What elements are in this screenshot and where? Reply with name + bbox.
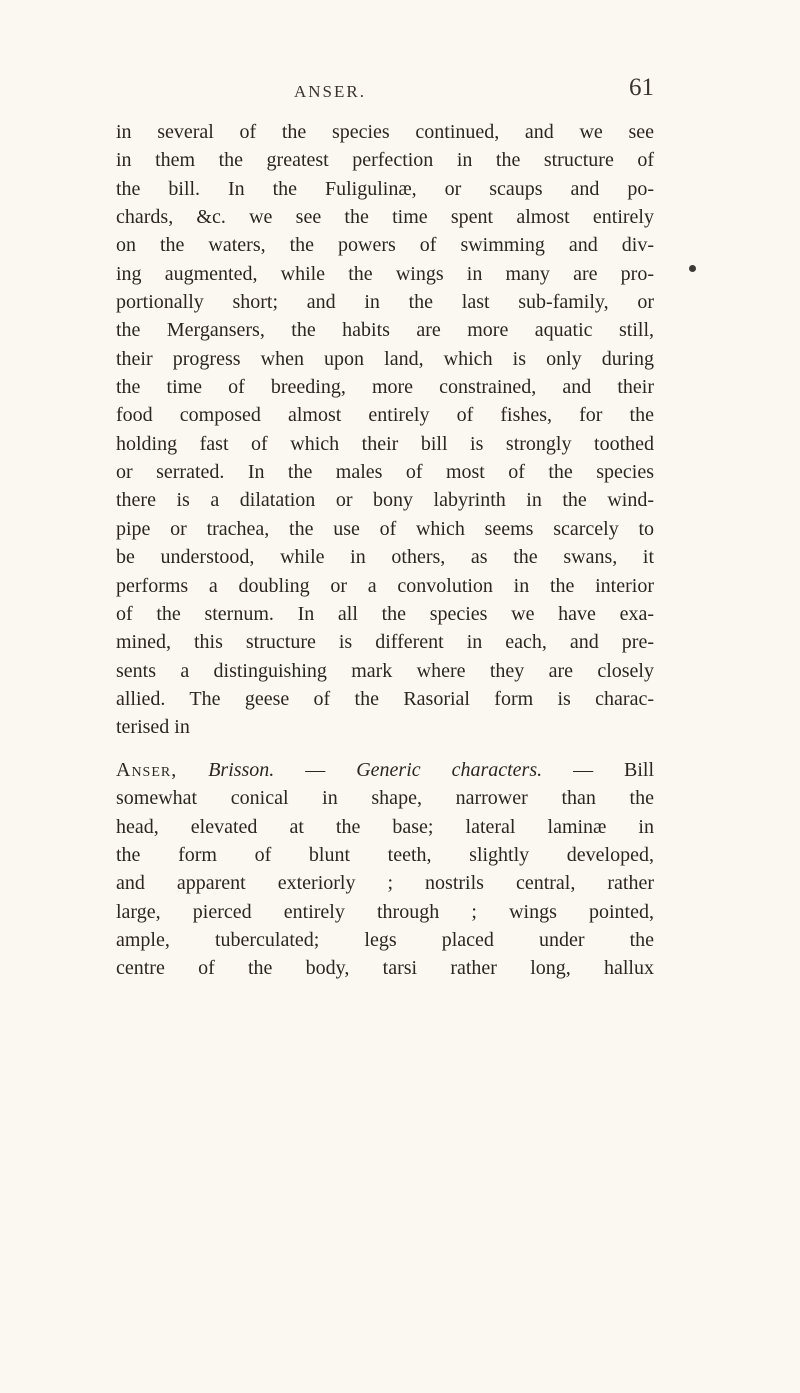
text-line: somewhat conical in shape, narrower than the [116,787,654,810]
text-line: ample, tuberculated; legs placed under the [116,929,654,952]
text-line: mined, this structure is different in each, and pre- [116,631,654,654]
text-line: terised in [116,716,190,739]
text-line: holding fast of which their bill is strongly toothed [116,432,654,455]
text-line: there is a dilatation or bony labyrinth in the wind- [116,489,654,512]
genus-authority: Brisson. [208,759,275,781]
text-line: allied. The geese of the Rasorial form is charac- [116,687,654,710]
text-line: chards, &c. we see the time spent almost entirely [116,206,654,229]
text-line: of the sternum. In all the species we have exa- [116,602,654,625]
text-line: on the waters, the powers of swimming and div- [116,234,654,257]
text-line: the form of blunt teeth, slightly developed, [116,844,654,867]
text-line: be understood, while in others, as the swans, it [116,546,654,569]
paragraph-body [116,118,654,742]
text-line: large, pierced entirely through ; wings pointed, [116,900,654,923]
text-line: the bill. In the Fuligulinæ, or scaups and po- [116,177,654,200]
margin-dot [689,265,696,272]
page-number: 61 [629,74,654,101]
genus-name: Anser, [116,759,178,781]
text-line: and apparent exteriorly ; nostrils central, rather [116,872,654,895]
text-line: sents a distinguishing mark where they are closely [116,659,654,682]
text-line: or serrated. In the males of most of the species [116,461,654,484]
text-line: performs a doubling or a convolution in the interior [116,574,654,597]
text-run: Bill [624,759,655,781]
generic-characters-heading-line [116,756,654,784]
text-line: portionally short; and in the last sub-family, or [116,291,654,314]
section-label: Generic characters. [356,759,543,781]
text-line: their progress when upon land, which is only during [116,347,654,370]
text-line: food composed almost entirely of fishes, for the [116,404,654,427]
text-line: in them the greatest perfection in the structure of [116,149,654,172]
running-title: ANSER. [294,82,366,101]
text-line: in several of the species continued, and we see [116,121,654,143]
dash: — [573,759,594,781]
text-line: pipe or trachea, the use of which seems scarcely to [116,517,654,540]
dash: — [305,759,326,781]
running-head [116,74,654,108]
text-line: the time of breeding, more constrained, and their [116,376,654,399]
generic-characters-paragraph [116,756,654,983]
text-line: the Mergansers, the habits are more aquatic still, [116,319,654,342]
text-line: head, elevated at the base; lateral laminæ in [116,815,654,838]
text-line: centre of the body, tarsi rather long, hallux [116,957,654,980]
text-line: ing augmented, while the wings in many are pro- [116,262,654,285]
